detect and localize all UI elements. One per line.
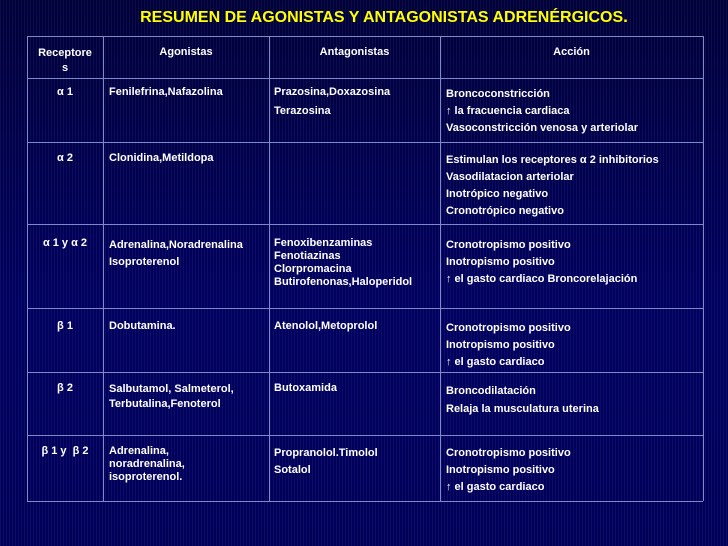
- grid-line: [703, 36, 704, 501]
- accion-item: Cronotrópico negativo: [446, 205, 564, 217]
- grid-line: [27, 308, 703, 309]
- agonist-item: Clonidina,Metildopa: [109, 152, 214, 164]
- antagonist-item: Fenotiazinas: [274, 250, 341, 262]
- grid-line: [27, 372, 703, 373]
- accion-cell: [446, 382, 599, 418]
- accion-item: Inotropismo positivo: [446, 256, 555, 268]
- antagonistas-cell: [274, 86, 390, 118]
- header-receptores-line2: s: [61, 62, 69, 74]
- grid-line: [103, 36, 104, 501]
- header-antagonistas: Antagonistas: [319, 46, 390, 58]
- accion-item: Vasoconstricción venosa y arteriolar: [446, 122, 638, 134]
- agonistas-cell: [109, 445, 185, 484]
- accion-item: Inotropismo positivo: [446, 339, 555, 351]
- accion-item: Estimulan los receptores α 2 inhibitorios: [446, 154, 659, 166]
- accion-item: ↑ el gasto cardiaco Broncorelajación: [446, 273, 638, 285]
- agonistas-cell: [109, 152, 214, 165]
- antagonist-item: Atenolol,Metoprolol: [274, 320, 378, 332]
- page-title: [0, 7, 728, 27]
- antagonist-item: Butoxamida: [274, 382, 337, 394]
- receptor-cell: α 1: [57, 86, 73, 98]
- agonistas-cell: [109, 382, 234, 412]
- antagonistas-cell: [274, 445, 378, 479]
- agonist-item: Isoproterenol: [109, 256, 180, 268]
- accion-item: Cronotropismo positivo: [446, 322, 571, 334]
- accion-cell: [446, 152, 659, 220]
- accion-item: ↑ el gasto cardiaco: [446, 481, 545, 493]
- header-accion: Acción: [553, 46, 590, 58]
- grid-line: [269, 36, 270, 501]
- header-agonistas: Agonistas: [159, 46, 213, 58]
- receptor-cell: α 1 y α 2: [42, 237, 88, 249]
- accion-item: Cronotropismo positivo: [446, 447, 571, 459]
- accion-item: ↑ el gasto cardiaco: [446, 356, 545, 368]
- agonist-item: Dobutamina.: [109, 320, 176, 332]
- accion-cell: [446, 86, 638, 137]
- receptor-cell: β 1: [57, 320, 73, 332]
- antagonistas-cell: [274, 237, 412, 289]
- header-receptores-line1: Receptore: [38, 47, 92, 59]
- antagonist-item: Prazosina,Doxazosina: [274, 86, 391, 98]
- grid-line: [27, 224, 703, 225]
- antagonist-item: Clorpromacina: [274, 263, 352, 275]
- accion-item: Cronotropismo positivo: [446, 239, 571, 251]
- accion-item: Broncodilatación: [446, 385, 536, 397]
- grid-line: [27, 78, 703, 79]
- grid-line: [440, 36, 441, 501]
- agonist-item: isoproterenol.: [109, 471, 183, 483]
- accion-cell: [446, 320, 571, 371]
- receptor-cell: β 2: [57, 382, 73, 394]
- accion-item: Inotropismo positivo: [446, 464, 555, 476]
- antagonist-item: Fenoxibenzaminas: [274, 237, 373, 249]
- antagonist-item: Propranolol.Timolol: [274, 447, 378, 459]
- agonist-item: Adrenalina,: [109, 445, 169, 457]
- agonistas-cell: [109, 86, 223, 99]
- agonist-item: Fenilefrina,Nafazolina: [109, 86, 223, 98]
- grid-line: [27, 36, 703, 37]
- receptor-cell: β 1 y β 2: [41, 445, 89, 457]
- accion-cell: [446, 445, 571, 496]
- header-receptores: [27, 46, 103, 76]
- agonistas-cell: [109, 237, 243, 271]
- agonist-item: Terbutalina,Fenoterol: [109, 398, 221, 410]
- agonist-item: Adrenalina,Noradrenalina: [109, 239, 243, 251]
- grid-line: [27, 435, 703, 436]
- accion-item: Broncoconstricción: [446, 88, 550, 100]
- accion-item: Relaja la musculatura uterina: [446, 403, 599, 415]
- title-text: RESUMEN DE AGONISTAS Y ANTAGONISTAS ADRENÉRGICOS: [140, 9, 624, 26]
- antagonist-item: Sotalol: [274, 464, 311, 476]
- grid-line: [27, 501, 703, 502]
- antagonistas-cell: [274, 320, 377, 333]
- agonistas-cell: [109, 320, 176, 333]
- receptor-cell: α 2: [57, 152, 73, 164]
- title-dot: .: [623, 7, 628, 26]
- agonist-item: Salbutamol, Salmeterol,: [109, 383, 234, 395]
- agonist-item: noradrenalina,: [109, 458, 185, 470]
- antagonistas-cell: [274, 382, 337, 395]
- accion-item: ↑ la fracuencia cardiaca: [446, 105, 570, 117]
- accion-item: Vasodilatacion arteriolar: [446, 171, 574, 183]
- grid-line: [27, 142, 703, 143]
- accion-item: Inotrópico negativo: [446, 188, 549, 200]
- accion-cell: [446, 237, 637, 288]
- antagonist-item: Butirofenonas,Haloperidol: [274, 276, 413, 288]
- grid-line: [27, 36, 28, 501]
- antagonist-item: Terazosina: [274, 105, 331, 117]
